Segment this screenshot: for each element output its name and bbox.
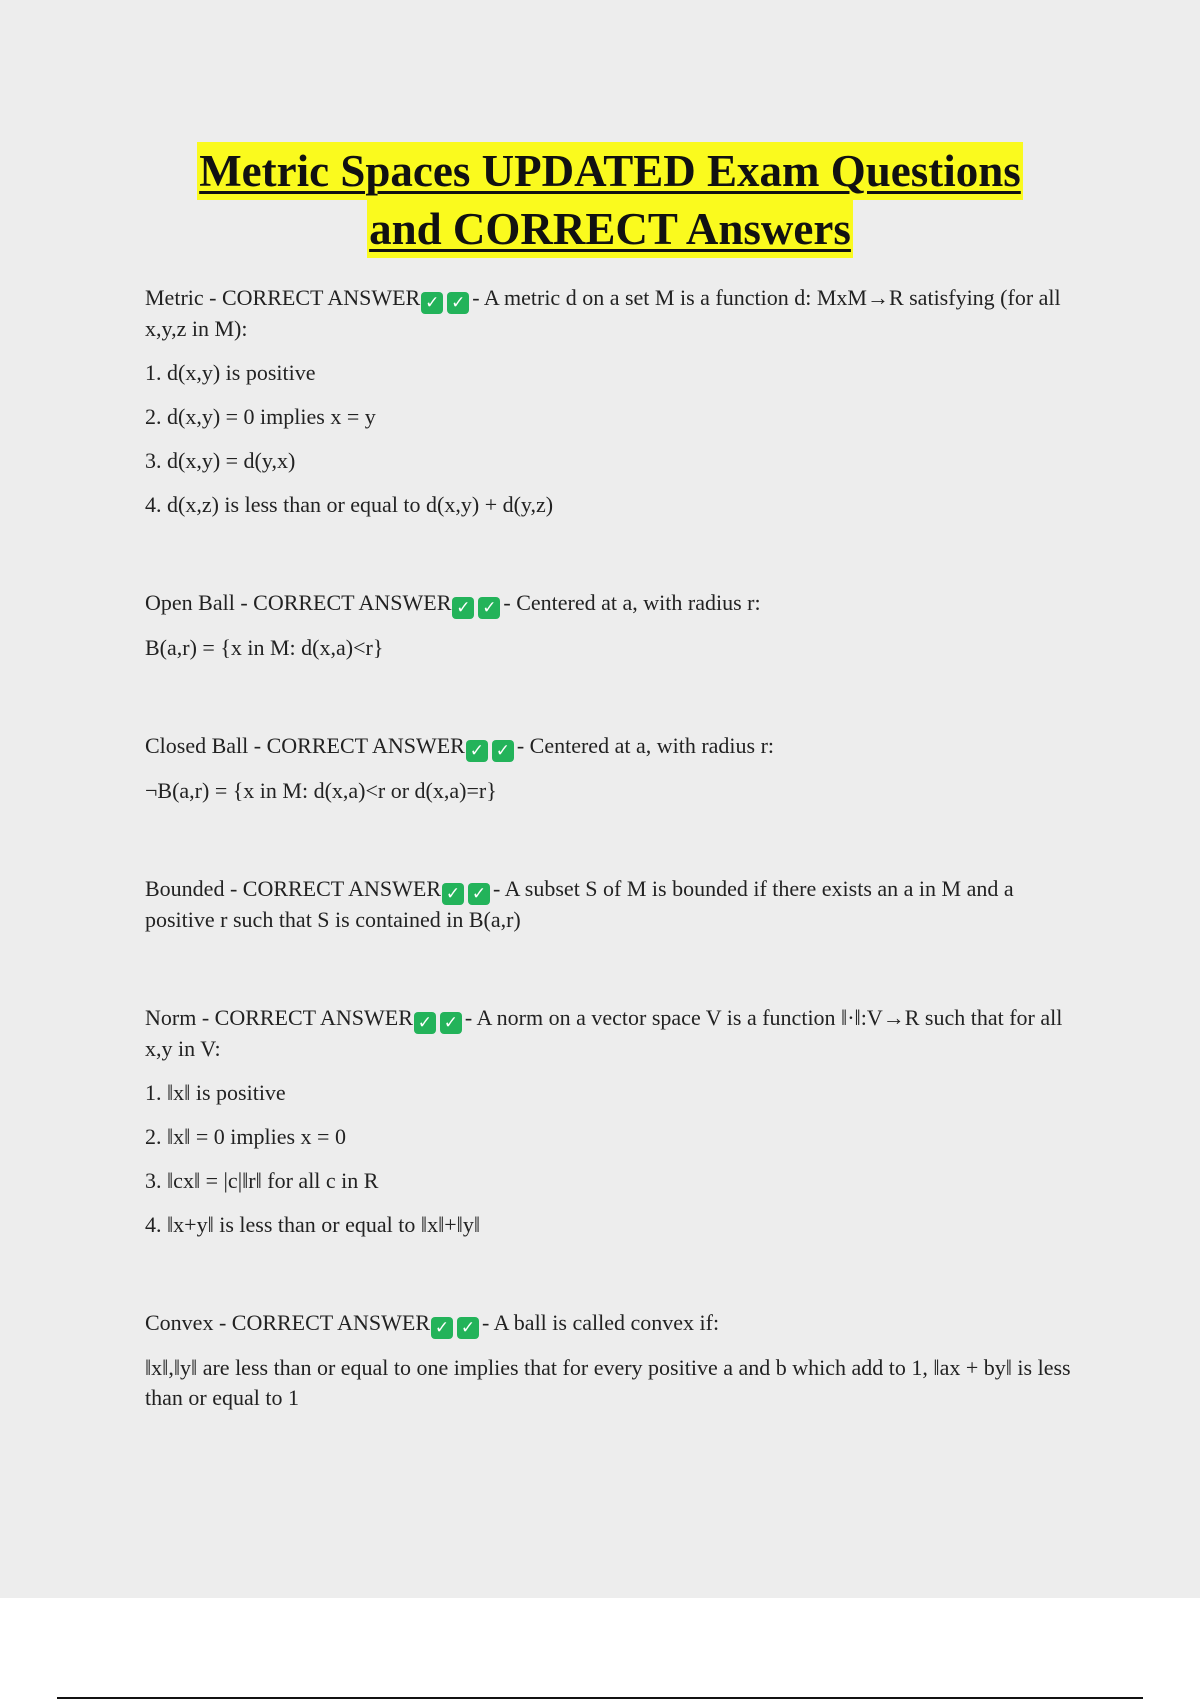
title-line-2: and CORRECT Answers bbox=[367, 200, 853, 258]
entry-heading bbox=[145, 1003, 1085, 1064]
entry-term: Bounded - CORRECT ANSWER bbox=[145, 876, 442, 901]
list-item: 2. d(x,y) = 0 implies x = y bbox=[145, 404, 376, 429]
list-item: ¬B(a,r) = {x in M: d(x,a)<r or d(x,a)=r} bbox=[145, 778, 497, 803]
document-title bbox=[140, 142, 1080, 258]
entry-term: Norm - CORRECT ANSWER bbox=[145, 1005, 413, 1030]
check-box-icon: ✓ bbox=[457, 1317, 479, 1339]
qa-entry-closed-ball bbox=[145, 731, 1085, 806]
entry-heading bbox=[145, 283, 1085, 344]
entry-term: Closed Ball - CORRECT ANSWER bbox=[145, 733, 465, 758]
entry-heading bbox=[145, 1308, 1085, 1339]
check-box-icon: ✓ bbox=[466, 740, 488, 762]
check-box-icon: ✓ bbox=[452, 597, 474, 619]
check-box-icon: ✓ bbox=[447, 292, 469, 314]
check-box-icon: ✓ bbox=[421, 292, 443, 314]
list-item: ‖x‖,‖y‖ are less than or equal to one implies that for every positive a and b which add to 1, ‖ax + by‖ is less than or equal to 1 bbox=[145, 1355, 1071, 1410]
entry-heading bbox=[145, 731, 1085, 762]
list-item: 1. d(x,y) is positive bbox=[145, 360, 316, 385]
list-item: 3. d(x,y) = d(y,x) bbox=[145, 448, 296, 473]
entry-definition: - A metric d on a set M is a function d: MxM→R satisfying (for all x,y,z in M): bbox=[145, 285, 1061, 341]
entry-definition: - Centered at a, with radius r: bbox=[516, 733, 775, 758]
qa-entry-norm bbox=[145, 1003, 1085, 1240]
list-item: B(a,r) = {x in M: d(x,a)<r} bbox=[145, 635, 384, 660]
check-box-icon: ✓ bbox=[414, 1012, 436, 1034]
check-box-icon: ✓ bbox=[468, 883, 490, 905]
list-item: 3. ‖cx‖ = |c|‖r‖ for all c in R bbox=[145, 1168, 379, 1193]
check-box-icon: ✓ bbox=[431, 1317, 453, 1339]
entry-term: Convex - CORRECT ANSWER bbox=[145, 1310, 431, 1335]
entry-definition: - A subset S of M is bounded if there exists an a in M and a positive r such that S is contained in B(a,r) bbox=[145, 876, 1014, 932]
document-body bbox=[145, 283, 1085, 1413]
list-item: 1. ‖x‖ is positive bbox=[145, 1080, 286, 1105]
check-box-icon: ✓ bbox=[492, 740, 514, 762]
qa-entry-open-ball bbox=[145, 588, 1085, 663]
check-box-icon: ✓ bbox=[440, 1012, 462, 1034]
entry-definition: - A norm on a vector space V is a function ‖·‖:V→R such that for all x,y in V: bbox=[145, 1005, 1063, 1061]
list-item: 2. ‖x‖ = 0 implies x = 0 bbox=[145, 1124, 346, 1149]
list-item: 4. ‖x+y‖ is less than or equal to ‖x‖+‖y‖ bbox=[145, 1212, 481, 1237]
entry-definition: - A ball is called convex if: bbox=[482, 1310, 720, 1335]
entry-term: Open Ball - CORRECT ANSWER bbox=[145, 590, 452, 615]
check-box-icon: ✓ bbox=[478, 597, 500, 619]
list-item: 4. d(x,z) is less than or equal to d(x,y) + d(y,z) bbox=[145, 492, 554, 517]
entry-heading bbox=[145, 588, 1085, 619]
entry-term: Metric - CORRECT ANSWER bbox=[145, 285, 421, 310]
qa-entry-metric bbox=[145, 283, 1085, 520]
qa-entry-convex bbox=[145, 1308, 1085, 1413]
entry-definition: - Centered at a, with radius r: bbox=[503, 590, 761, 615]
title-line-1: Metric Spaces UPDATED Exam Questions bbox=[197, 142, 1023, 200]
entry-heading bbox=[145, 874, 1085, 935]
qa-entry-bounded bbox=[145, 874, 1085, 935]
check-box-icon: ✓ bbox=[442, 883, 464, 905]
footer-divider bbox=[57, 1697, 1143, 1699]
